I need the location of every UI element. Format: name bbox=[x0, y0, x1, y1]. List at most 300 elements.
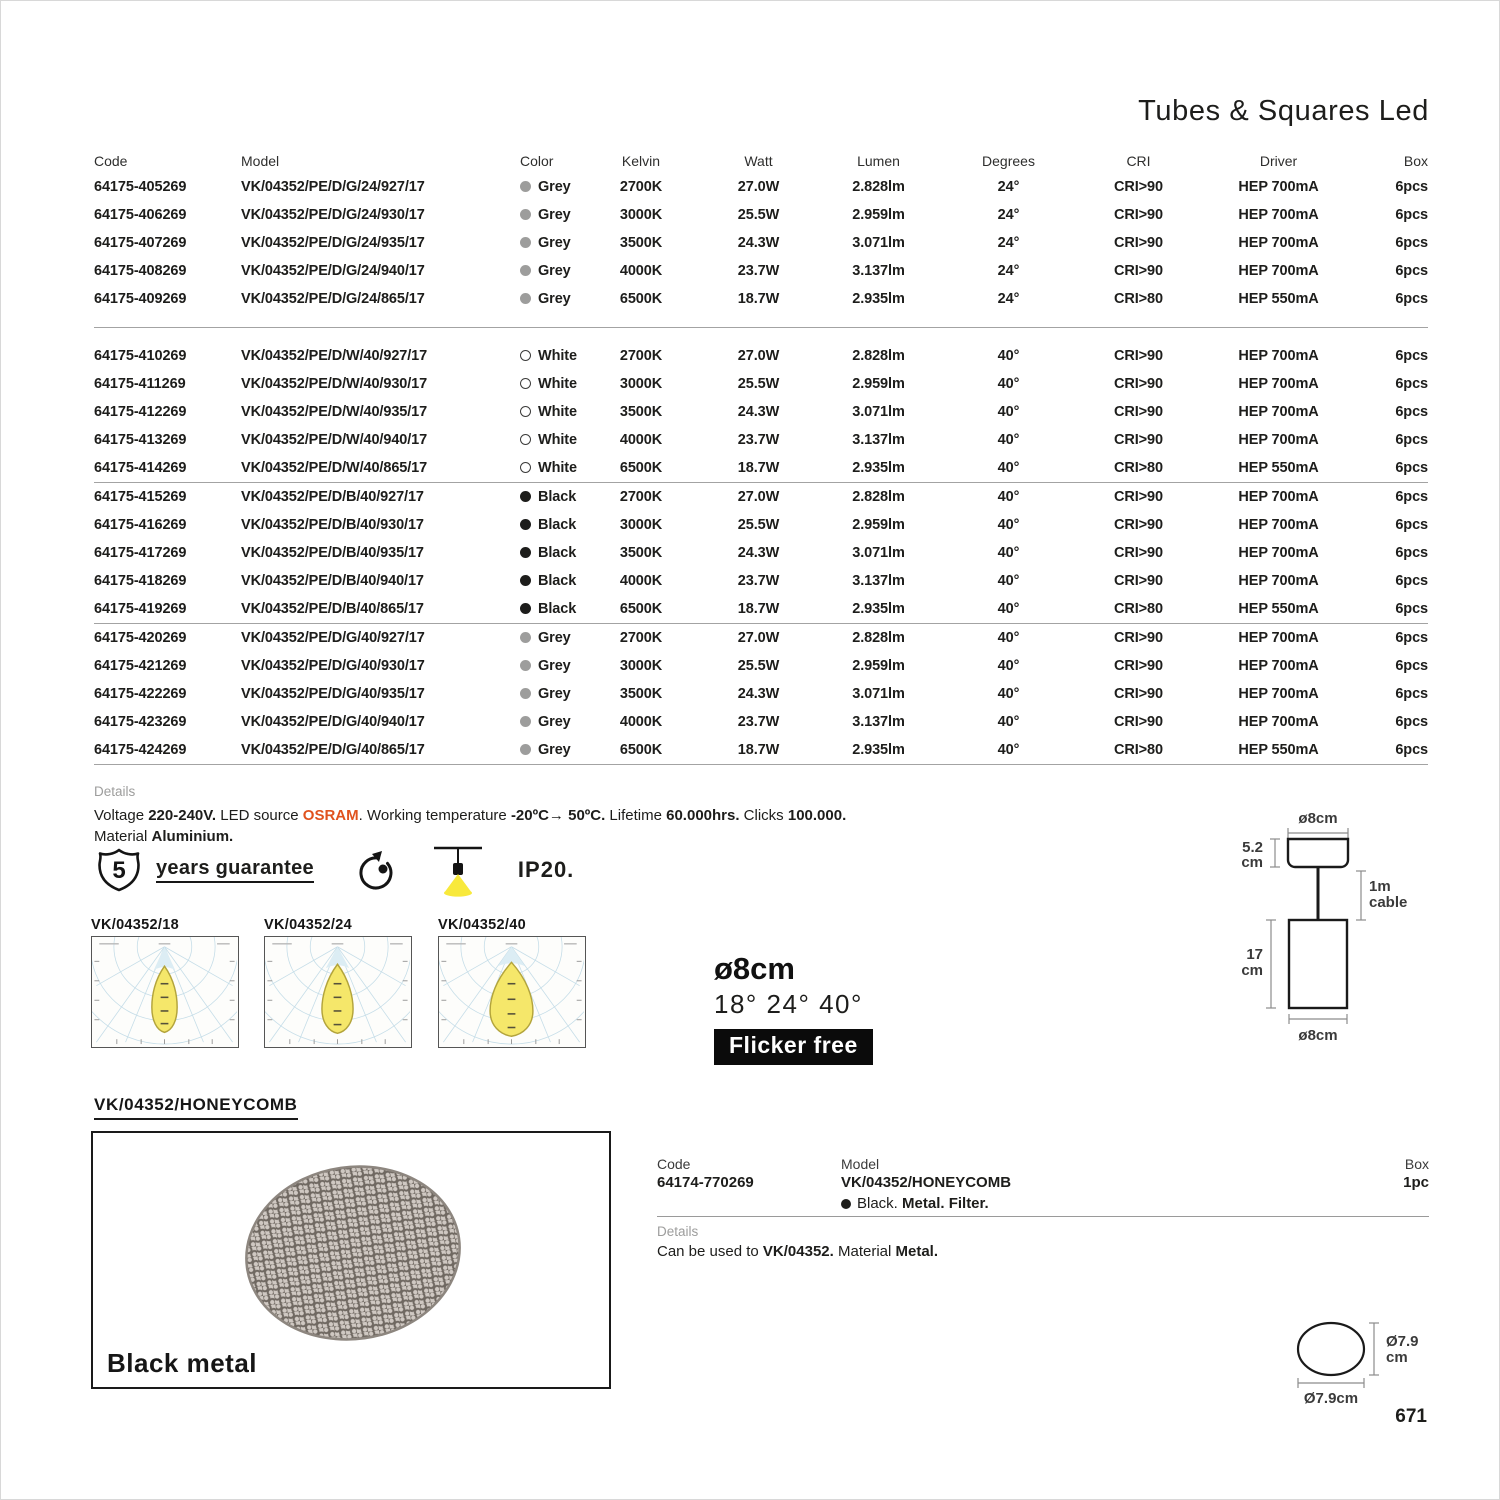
table-row bbox=[94, 229, 1428, 257]
table-header-row bbox=[94, 149, 1428, 173]
cell-lumen: 3.071lm bbox=[852, 686, 905, 702]
cell-degrees: 24° bbox=[997, 291, 1020, 307]
header-driver: Driver bbox=[1259, 153, 1298, 169]
page-number: 671 bbox=[1395, 1406, 1427, 1427]
details-line-2: Material Aluminium. bbox=[94, 828, 234, 845]
cell-kelvin: 6500K bbox=[619, 601, 663, 617]
cell-cri: CRI>90 bbox=[1114, 517, 1163, 533]
cell-lumen: 2.935lm bbox=[852, 742, 905, 758]
cell-degrees: 40° bbox=[997, 630, 1020, 646]
photometric-label: VK/04352/18 bbox=[91, 917, 179, 933]
cell-color bbox=[506, 742, 596, 758]
cell-code: 64175-412269 bbox=[94, 404, 187, 420]
cell-model: VK/04352/PE/D/W/40/927/17 bbox=[241, 348, 428, 364]
cell-kelvin: 3000K bbox=[619, 207, 663, 223]
color-label: Black bbox=[538, 489, 577, 505]
cell-watt: 18.7W bbox=[737, 291, 780, 307]
filter-dimension-diagram bbox=[1286, 1313, 1456, 1413]
photometric-card-40 bbox=[438, 917, 586, 1048]
cell-cri: CRI>90 bbox=[1114, 179, 1163, 195]
table-row bbox=[94, 342, 1428, 370]
table-row bbox=[94, 624, 1428, 652]
canopy-shape bbox=[1288, 839, 1348, 867]
cell-watt: 23.7W bbox=[737, 714, 780, 730]
dim-canopy-unit: cm bbox=[1241, 854, 1263, 871]
color-dot bbox=[520, 350, 531, 361]
cell-code: 64175-405269 bbox=[94, 179, 187, 195]
adjustable-rotation-icon bbox=[352, 844, 402, 896]
dim-top-diameter: ø8cm bbox=[1298, 810, 1338, 827]
guarantee-strip bbox=[94, 845, 574, 895]
header-code: Code bbox=[94, 153, 128, 169]
cell-cri: CRI>90 bbox=[1114, 404, 1163, 420]
cell-color bbox=[506, 179, 596, 195]
table-row bbox=[94, 511, 1428, 539]
cell-code: 64175-418269 bbox=[94, 573, 187, 589]
dim-canopy-value: 5.2 bbox=[1242, 839, 1263, 856]
beam-info bbox=[714, 951, 873, 1065]
cell-driver: HEP 700mA bbox=[1238, 545, 1319, 561]
cell-cri: CRI>90 bbox=[1114, 432, 1163, 448]
cell-degrees: 40° bbox=[997, 686, 1020, 702]
cell-box: 6pcs bbox=[1395, 489, 1428, 505]
cell-lumen: 2.959lm bbox=[852, 376, 905, 392]
cell-degrees: 24° bbox=[997, 263, 1020, 279]
cell-watt: 18.7W bbox=[737, 460, 780, 476]
cell-degrees: 24° bbox=[997, 235, 1020, 251]
hc-usage-line: Can be used to VK/04352. Material Metal. bbox=[657, 1243, 939, 1260]
header-watt: Watt bbox=[744, 153, 773, 169]
beam-angles: 18° 24° 40° bbox=[714, 989, 863, 1019]
details-label: Details bbox=[94, 784, 136, 799]
cell-lumen: 2.935lm bbox=[852, 460, 905, 476]
cell-watt: 25.5W bbox=[737, 376, 780, 392]
table-row bbox=[94, 370, 1428, 398]
table-row bbox=[94, 652, 1428, 680]
table-bottom-rule bbox=[94, 764, 1428, 765]
color-dot bbox=[520, 688, 531, 699]
hc-code-label: Code bbox=[657, 1156, 691, 1172]
header-cri: CRI bbox=[1126, 153, 1151, 169]
cell-driver: HEP 700mA bbox=[1238, 489, 1319, 505]
cell-lumen: 3.137lm bbox=[852, 714, 905, 730]
pendant-dimension-diagram bbox=[1223, 807, 1433, 1067]
color-label: Grey bbox=[538, 263, 571, 279]
cell-box: 6pcs bbox=[1395, 291, 1428, 307]
table-row bbox=[94, 736, 1428, 764]
cell-lumen: 2.828lm bbox=[852, 489, 905, 505]
cell-model: VK/04352/PE/D/G/40/935/17 bbox=[241, 686, 425, 702]
cell-model: VK/04352/PE/D/G/24/865/17 bbox=[241, 291, 425, 307]
cell-lumen: 3.137lm bbox=[852, 263, 905, 279]
color-dot bbox=[520, 491, 531, 502]
cell-color bbox=[506, 658, 596, 674]
cell-box: 6pcs bbox=[1395, 517, 1428, 533]
color-label: Black bbox=[538, 601, 577, 617]
color-dot bbox=[520, 660, 531, 671]
honeycomb-caption: Black metal bbox=[107, 1348, 258, 1378]
cell-model: VK/04352/PE/D/B/40/940/17 bbox=[241, 573, 424, 589]
cell-cri: CRI>90 bbox=[1114, 658, 1163, 674]
color-dot bbox=[520, 462, 531, 473]
cell-code: 64175-409269 bbox=[94, 291, 187, 307]
cell-driver: HEP 700mA bbox=[1238, 348, 1319, 364]
color-label: Grey bbox=[538, 235, 571, 251]
photometric-label: VK/04352/24 bbox=[264, 917, 352, 933]
cell-driver: HEP 550mA bbox=[1238, 601, 1319, 617]
cell-model: VK/04352/PE/D/B/40/935/17 bbox=[241, 545, 424, 561]
table-row bbox=[94, 708, 1428, 736]
cell-box: 6pcs bbox=[1395, 432, 1428, 448]
cell-degrees: 40° bbox=[997, 573, 1020, 589]
cell-box: 6pcs bbox=[1395, 545, 1428, 561]
cell-degrees: 40° bbox=[997, 714, 1020, 730]
cell-code: 64175-424269 bbox=[94, 742, 187, 758]
honeycomb-info bbox=[657, 1156, 1429, 1266]
cell-model: VK/04352/PE/D/W/40/930/17 bbox=[241, 376, 428, 392]
cell-driver: HEP 700mA bbox=[1238, 658, 1319, 674]
cell-code: 64175-408269 bbox=[94, 263, 187, 279]
cell-watt: 24.3W bbox=[737, 235, 780, 251]
photometric-diagram bbox=[91, 936, 239, 1048]
cell-model: VK/04352/PE/D/W/40/865/17 bbox=[241, 460, 428, 476]
cell-cri: CRI>80 bbox=[1114, 742, 1163, 758]
table-row bbox=[94, 539, 1428, 567]
cell-lumen: 3.071lm bbox=[852, 404, 905, 420]
cell-cri: CRI>90 bbox=[1114, 686, 1163, 702]
cell-watt: 23.7W bbox=[737, 432, 780, 448]
cell-box: 6pcs bbox=[1395, 207, 1428, 223]
header-lumen: Lumen bbox=[857, 153, 900, 169]
cell-watt: 27.0W bbox=[737, 179, 780, 195]
cell-model: VK/04352/PE/D/B/40/930/17 bbox=[241, 517, 424, 533]
cell-kelvin: 4000K bbox=[619, 263, 663, 279]
table-row bbox=[94, 173, 1428, 201]
guarantee-label: years guarantee bbox=[156, 857, 314, 883]
hc-box-label: Box bbox=[1404, 1156, 1429, 1172]
color-label: White bbox=[538, 404, 577, 420]
cell-color bbox=[506, 207, 596, 223]
cell-box: 6pcs bbox=[1395, 235, 1428, 251]
cell-degrees: 24° bbox=[997, 207, 1020, 223]
cell-kelvin: 4000K bbox=[619, 714, 663, 730]
cell-degrees: 40° bbox=[997, 658, 1020, 674]
cell-lumen: 2.935lm bbox=[852, 291, 905, 307]
cell-watt: 24.3W bbox=[737, 545, 780, 561]
cell-color bbox=[506, 630, 596, 646]
cell-code: 64175-421269 bbox=[94, 658, 187, 674]
cell-code: 64175-422269 bbox=[94, 686, 187, 702]
cell-box: 6pcs bbox=[1395, 376, 1428, 392]
table-row bbox=[94, 483, 1428, 511]
color-label: Black bbox=[538, 573, 577, 589]
color-dot bbox=[520, 547, 531, 558]
cell-box: 6pcs bbox=[1395, 263, 1428, 279]
cell-driver: HEP 700mA bbox=[1238, 686, 1319, 702]
header-degrees: Degrees bbox=[982, 153, 1035, 169]
cell-kelvin: 2700K bbox=[619, 489, 663, 505]
cell-model: VK/04352/PE/D/G/24/927/17 bbox=[241, 179, 425, 195]
details-block bbox=[94, 781, 1074, 847]
cell-box: 6pcs bbox=[1395, 179, 1428, 195]
color-dot bbox=[520, 293, 531, 304]
cell-cri: CRI>90 bbox=[1114, 630, 1163, 646]
color-label: White bbox=[538, 376, 577, 392]
cell-watt: 25.5W bbox=[737, 658, 780, 674]
color-label: Black bbox=[538, 545, 577, 561]
cell-degrees: 40° bbox=[997, 460, 1020, 476]
osram-brand: OSRAM bbox=[302, 807, 359, 824]
cell-driver: HEP 700mA bbox=[1238, 714, 1319, 730]
color-dot bbox=[520, 744, 531, 755]
cell-color bbox=[506, 714, 596, 730]
color-label: Grey bbox=[538, 686, 571, 702]
color-label: Grey bbox=[538, 291, 571, 307]
cell-kelvin: 2700K bbox=[619, 179, 663, 195]
cell-box: 6pcs bbox=[1395, 714, 1428, 730]
color-dot bbox=[520, 181, 531, 192]
honeycomb-image-box bbox=[91, 1131, 611, 1389]
cell-color bbox=[506, 348, 596, 364]
table-row bbox=[94, 426, 1428, 454]
cell-color bbox=[506, 489, 596, 505]
cell-color bbox=[506, 404, 596, 420]
table-row bbox=[94, 285, 1428, 313]
cell-kelvin: 3500K bbox=[619, 404, 663, 420]
details-line-1: Voltage 220-240V. LED source OSRAM. Working temperature -20ºC→ 50ºC. Lifetime 60.000hrs. Clicks 100.000. bbox=[94, 807, 847, 824]
color-label: Black bbox=[538, 517, 577, 533]
cell-watt: 27.0W bbox=[737, 489, 780, 505]
cell-code: 64175-411269 bbox=[94, 376, 186, 392]
dim-cable-unit: cable bbox=[1369, 894, 1408, 911]
cell-color bbox=[506, 601, 596, 617]
honeycomb-heading: VK/04352/HONEYCOMB bbox=[94, 1095, 298, 1120]
cell-kelvin: 6500K bbox=[619, 460, 663, 476]
photometric-diagram bbox=[264, 936, 412, 1048]
cell-color bbox=[506, 432, 596, 448]
filter-dim-side-value: Ø7.9 bbox=[1386, 1333, 1419, 1350]
cell-cri: CRI>90 bbox=[1114, 545, 1163, 561]
color-dot bbox=[520, 575, 531, 586]
hc-model-label: Model bbox=[841, 1156, 880, 1172]
cell-model: VK/04352/PE/D/W/40/935/17 bbox=[241, 404, 428, 420]
cell-color bbox=[506, 460, 596, 476]
color-dot bbox=[520, 716, 531, 727]
cell-model: VK/04352/PE/D/G/24/940/17 bbox=[241, 263, 425, 279]
cell-cri: CRI>80 bbox=[1114, 601, 1163, 617]
cell-driver: HEP 700mA bbox=[1238, 263, 1319, 279]
cell-code: 64175-416269 bbox=[94, 517, 187, 533]
cell-lumen: 2.959lm bbox=[852, 658, 905, 674]
hc-box-value: 1pc bbox=[1403, 1174, 1429, 1191]
group-separator bbox=[94, 327, 1428, 328]
cell-degrees: 24° bbox=[997, 179, 1020, 195]
guarantee-years: 5 bbox=[112, 857, 126, 884]
dim-body-unit: cm bbox=[1241, 962, 1263, 979]
cell-lumen: 2.959lm bbox=[852, 517, 905, 533]
cell-driver: HEP 700mA bbox=[1238, 235, 1319, 251]
cell-driver: HEP 700mA bbox=[1238, 179, 1319, 195]
color-dot bbox=[520, 378, 531, 389]
cell-degrees: 40° bbox=[997, 376, 1020, 392]
cell-watt: 18.7W bbox=[737, 742, 780, 758]
cell-kelvin: 2700K bbox=[619, 630, 663, 646]
cell-color bbox=[506, 263, 596, 279]
cell-box: 6pcs bbox=[1395, 404, 1428, 420]
cell-box: 6pcs bbox=[1395, 630, 1428, 646]
shield-icon bbox=[94, 847, 144, 893]
cell-cri: CRI>90 bbox=[1114, 207, 1163, 223]
color-label: White bbox=[538, 460, 577, 476]
color-label: White bbox=[538, 432, 577, 448]
cell-cri: CRI>90 bbox=[1114, 376, 1163, 392]
cell-driver: HEP 550mA bbox=[1238, 291, 1319, 307]
cell-cri: CRI>80 bbox=[1114, 460, 1163, 476]
cell-code: 64175-410269 bbox=[94, 348, 187, 364]
cell-watt: 27.0W bbox=[737, 348, 780, 364]
cell-watt: 24.3W bbox=[737, 404, 780, 420]
cell-model: VK/04352/PE/D/B/40/927/17 bbox=[241, 489, 424, 505]
cell-code: 64175-414269 bbox=[94, 460, 187, 476]
cell-code: 64175-417269 bbox=[94, 545, 187, 561]
cell-lumen: 2.828lm bbox=[852, 348, 905, 364]
table-row bbox=[94, 201, 1428, 229]
cell-box: 6pcs bbox=[1395, 658, 1428, 674]
cell-cri: CRI>90 bbox=[1114, 263, 1163, 279]
dim-bottom-diameter: ø8cm bbox=[1298, 1027, 1338, 1044]
color-dot bbox=[520, 265, 531, 276]
cell-model: VK/04352/PE/D/G/40/940/17 bbox=[241, 714, 425, 730]
hc-model-value: VK/04352/HONEYCOMB bbox=[841, 1174, 1012, 1191]
cell-watt: 23.7W bbox=[737, 573, 780, 589]
cell-degrees: 40° bbox=[997, 742, 1020, 758]
cell-model: VK/04352/PE/D/G/24/930/17 bbox=[241, 207, 425, 223]
cell-code: 64175-423269 bbox=[94, 714, 187, 730]
color-dot bbox=[520, 237, 531, 248]
cell-color bbox=[506, 291, 596, 307]
photometric-label: VK/04352/40 bbox=[438, 917, 526, 933]
cell-box: 6pcs bbox=[1395, 348, 1428, 364]
cell-lumen: 2.935lm bbox=[852, 601, 905, 617]
cell-cri: CRI>90 bbox=[1114, 235, 1163, 251]
cell-lumen: 3.137lm bbox=[852, 432, 905, 448]
cell-color bbox=[506, 517, 596, 533]
beam-diameter: ø8cm bbox=[714, 951, 795, 986]
cell-degrees: 40° bbox=[997, 432, 1020, 448]
cell-driver: HEP 550mA bbox=[1238, 742, 1319, 758]
dim-body-value: 17 bbox=[1246, 946, 1263, 963]
cell-driver: HEP 700mA bbox=[1238, 432, 1319, 448]
cell-driver: HEP 700mA bbox=[1238, 573, 1319, 589]
color-label: Grey bbox=[538, 179, 571, 195]
cell-degrees: 40° bbox=[997, 404, 1020, 420]
cell-color bbox=[506, 235, 596, 251]
photometric-card-24 bbox=[264, 917, 412, 1048]
cell-watt: 18.7W bbox=[737, 601, 780, 617]
cell-degrees: 40° bbox=[997, 601, 1020, 617]
cell-lumen: 2.959lm bbox=[852, 207, 905, 223]
cell-kelvin: 3000K bbox=[619, 658, 663, 674]
color-label: White bbox=[538, 348, 577, 364]
cell-cri: CRI>90 bbox=[1114, 348, 1163, 364]
header-box: Box bbox=[1403, 153, 1428, 169]
hc-code-value: 64174-770269 bbox=[657, 1174, 754, 1191]
cell-kelvin: 4000K bbox=[619, 573, 663, 589]
table-row bbox=[94, 454, 1428, 482]
cell-model: VK/04352/PE/D/G/40/930/17 bbox=[241, 658, 425, 674]
cell-driver: HEP 700mA bbox=[1238, 630, 1319, 646]
cell-driver: HEP 550mA bbox=[1238, 460, 1319, 476]
cell-lumen: 2.828lm bbox=[852, 179, 905, 195]
header-model: Model bbox=[241, 153, 280, 169]
cell-cri: CRI>90 bbox=[1114, 714, 1163, 730]
cell-box: 6pcs bbox=[1395, 460, 1428, 476]
color-label: Grey bbox=[538, 630, 571, 646]
cell-model: VK/04352/PE/D/G/40/865/17 bbox=[241, 742, 425, 758]
header-kelvin: Kelvin bbox=[621, 153, 661, 169]
cell-kelvin: 3000K bbox=[619, 376, 663, 392]
cell-watt: 25.5W bbox=[737, 517, 780, 533]
hc-divider bbox=[657, 1216, 1429, 1217]
cell-driver: HEP 700mA bbox=[1238, 404, 1319, 420]
filter-dim-side-unit: cm bbox=[1386, 1349, 1408, 1366]
cell-kelvin: 3500K bbox=[619, 545, 663, 561]
cell-code: 64175-406269 bbox=[94, 207, 187, 223]
cell-box: 6pcs bbox=[1395, 573, 1428, 589]
cell-kelvin: 6500K bbox=[619, 742, 663, 758]
cell-cri: CRI>80 bbox=[1114, 291, 1163, 307]
body-shape bbox=[1289, 920, 1347, 1008]
cell-box: 6pcs bbox=[1395, 742, 1428, 758]
cell-driver: HEP 700mA bbox=[1238, 517, 1319, 533]
cell-kelvin: 6500K bbox=[619, 291, 663, 307]
cell-code: 64175-419269 bbox=[94, 601, 187, 617]
cell-cri: CRI>90 bbox=[1114, 573, 1163, 589]
cell-code: 64175-407269 bbox=[94, 235, 187, 251]
cell-watt: 24.3W bbox=[737, 686, 780, 702]
cell-model: VK/04352/PE/D/G/24/935/17 bbox=[241, 235, 425, 251]
cell-kelvin: 3500K bbox=[619, 686, 663, 702]
table-row bbox=[94, 680, 1428, 708]
ip-rating: IP20. bbox=[517, 857, 575, 882]
filter-dim-bottom: Ø7.9cm bbox=[1303, 1390, 1359, 1407]
cell-watt: 23.7W bbox=[737, 263, 780, 279]
cell-degrees: 40° bbox=[997, 348, 1020, 364]
cell-model: VK/04352/PE/D/B/40/865/17 bbox=[241, 601, 424, 617]
cell-color bbox=[506, 686, 596, 702]
table-row bbox=[94, 257, 1428, 285]
page-title: Tubes & Squares Led bbox=[1138, 95, 1429, 127]
cell-degrees: 40° bbox=[997, 517, 1020, 533]
color-dot bbox=[520, 632, 531, 643]
color-label: Grey bbox=[538, 742, 571, 758]
cell-driver: HEP 700mA bbox=[1238, 376, 1319, 392]
cell-lumen: 3.071lm bbox=[852, 545, 905, 561]
cell-driver: HEP 700mA bbox=[1238, 207, 1319, 223]
cell-model: VK/04352/PE/D/G/40/927/17 bbox=[241, 630, 425, 646]
color-dot bbox=[520, 603, 531, 614]
color-label: Grey bbox=[538, 658, 571, 674]
product-table bbox=[94, 149, 1428, 765]
cell-kelvin: 3000K bbox=[619, 517, 663, 533]
cell-watt: 27.0W bbox=[737, 630, 780, 646]
cell-color bbox=[506, 376, 596, 392]
cell-kelvin: 3500K bbox=[619, 235, 663, 251]
color-dot bbox=[520, 434, 531, 445]
cell-degrees: 40° bbox=[997, 489, 1020, 505]
cell-lumen: 3.137lm bbox=[852, 573, 905, 589]
cell-color bbox=[506, 573, 596, 589]
